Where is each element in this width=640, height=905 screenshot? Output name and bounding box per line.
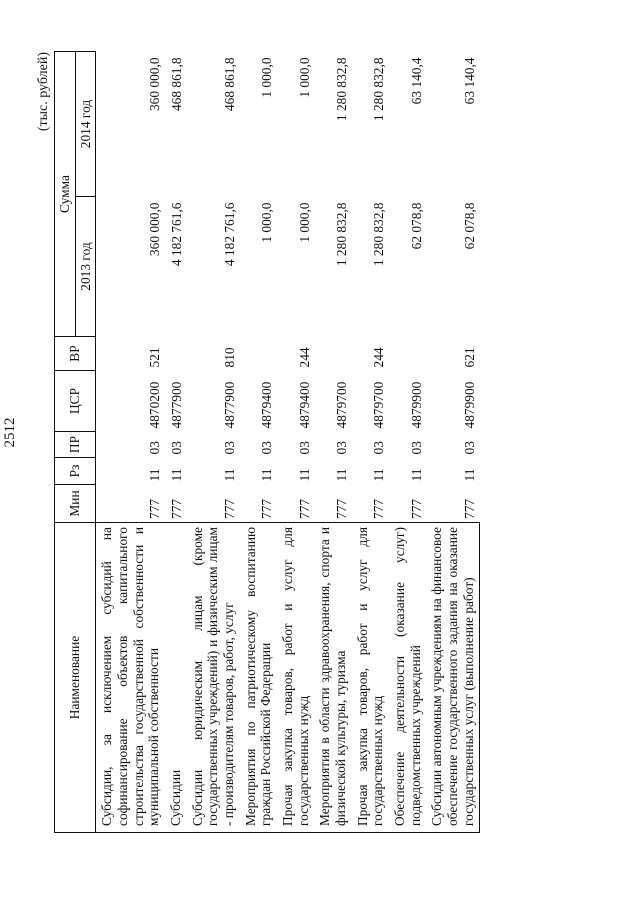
row-min: 777 <box>408 498 424 519</box>
row-sum-2013: 4 182 761,6 <box>222 202 238 267</box>
row-csr: 4879400 <box>296 381 312 429</box>
row-csr: 4877900 <box>222 381 238 429</box>
row-sum-2014: 63 140,4 <box>462 57 478 105</box>
row-min: 777 <box>259 498 275 519</box>
header-csr: ЦСР <box>55 371 96 432</box>
header-2013: 2013 год <box>75 197 96 337</box>
row-name: Мероприятия по патриотическому воспитанию граждан Российской Федерации <box>240 523 277 833</box>
row-vr: 621 <box>462 347 478 368</box>
row-sum-2014: 63 140,4 <box>408 57 424 105</box>
row-rz: 11 <box>222 468 238 482</box>
row-sum-2013: 62 078,8 <box>408 202 424 250</box>
row-rz: 11 <box>147 468 163 482</box>
table-row <box>165 51 187 832</box>
row-sum-2013: 1 280 832,8 <box>371 202 387 267</box>
row-sum-2014: 468 861,8 <box>169 57 185 112</box>
row-sum-2014: 1 280 832,8 <box>334 57 350 122</box>
row-pr: 03 <box>147 441 163 455</box>
row-csr: 4879700 <box>371 381 387 429</box>
row-csr: 4879700 <box>334 381 350 429</box>
row-csr: 4877900 <box>169 381 185 429</box>
table-row <box>426 51 480 832</box>
row-sum-2013: 1 000,0 <box>296 202 312 243</box>
row-name: Мероприятия в области здравоохранения, спорта и физической культуры, туризма <box>314 523 351 833</box>
table-row <box>352 51 389 832</box>
row-sum-2013: 62 078,8 <box>462 202 478 250</box>
row-pr: 03 <box>371 441 387 455</box>
row-pr: 03 <box>296 441 312 455</box>
header-sum: Сумма <box>55 51 76 336</box>
table-body <box>96 51 480 832</box>
header-2014: 2014 год <box>75 51 96 196</box>
row-rz: 11 <box>334 468 350 482</box>
row-min: 777 <box>462 498 478 519</box>
table-row <box>96 51 165 832</box>
row-vr: 810 <box>222 347 238 368</box>
page-number: 2512 <box>2 417 18 448</box>
table-row <box>277 51 314 832</box>
row-sum-2013: 4 182 761,6 <box>169 202 185 267</box>
table-row <box>187 51 240 832</box>
row-rz: 11 <box>169 468 185 482</box>
row-min: 777 <box>169 498 185 519</box>
row-name: Прочая закупка товаров, работ и услуг для государственных нужд <box>277 523 314 833</box>
row-name: Обеспечение деятельности (оказание услуг) подведомственных учреждений <box>389 523 426 833</box>
row-csr: 4879400 <box>259 381 275 429</box>
row-rz: 11 <box>296 468 312 482</box>
table-row <box>314 51 351 832</box>
row-min: 777 <box>371 498 387 519</box>
row-name: Субсидии <box>165 523 187 833</box>
row-sum-2014: 1 000,0 <box>296 57 312 98</box>
header-rz: Рз <box>55 458 96 485</box>
row-pr: 03 <box>462 441 478 455</box>
row-name: Субсидии, за исключением субсидий на софинансирование объектов капитального строительства государственной собственности и муниципальной собственности <box>96 523 165 833</box>
row-vr <box>240 337 277 371</box>
table-row <box>389 51 426 832</box>
row-pr: 03 <box>222 441 238 455</box>
header-min: Мин <box>55 485 96 523</box>
header-vr: ВР <box>55 337 96 371</box>
row-vr <box>389 337 426 371</box>
row-pr: 03 <box>259 441 275 455</box>
row-sum-2014: 1 000,0 <box>259 57 275 98</box>
header-name: Наименование <box>55 523 96 833</box>
row-rz: 11 <box>462 468 478 482</box>
row-rz: 11 <box>259 468 275 482</box>
row-name: Субсидии автономным учреждениям на финансовое обеспечение государственного задания на оказание государственных услуг (выполнение работ) <box>426 523 480 833</box>
row-pr: 03 <box>408 441 424 455</box>
row-sum-2013: 1 000,0 <box>259 202 275 243</box>
row-sum-2014: 468 861,8 <box>222 57 238 112</box>
row-vr: 521 <box>147 347 163 368</box>
row-csr: 4870200 <box>147 381 163 429</box>
row-min: 777 <box>296 498 312 519</box>
row-min: 777 <box>222 498 238 519</box>
header-pr: ПР <box>55 432 96 458</box>
table-row <box>240 51 277 832</box>
budget-table <box>54 51 480 833</box>
units-note: (тыс. рублей) <box>36 52 51 132</box>
row-min: 777 <box>334 498 350 519</box>
row-csr: 4879900 <box>462 381 478 429</box>
row-vr: 244 <box>296 347 312 368</box>
row-rz: 11 <box>371 468 387 482</box>
row-sum-2014: 360 000,0 <box>147 57 163 112</box>
row-name: Прочая закупка товаров, работ и услуг для государственных нужд <box>352 523 389 833</box>
row-rz: 11 <box>408 468 424 482</box>
row-csr: 4879900 <box>408 381 424 429</box>
row-vr <box>314 337 351 371</box>
row-sum-2014: 1 280 832,8 <box>371 57 387 122</box>
table-header <box>55 51 96 832</box>
row-name: Субсидии юридическим лицам (кроме государственных учреждений) и физическим лицам - производителям товаров, работ, услуг <box>187 523 240 833</box>
row-sum-2013: 360 000,0 <box>147 202 163 257</box>
row-pr: 03 <box>334 441 350 455</box>
row-sum-2013: 1 280 832,8 <box>334 202 350 267</box>
row-min: 777 <box>147 498 163 519</box>
row-vr <box>165 337 187 371</box>
row-vr: 244 <box>371 347 387 368</box>
row-pr: 03 <box>169 441 185 455</box>
